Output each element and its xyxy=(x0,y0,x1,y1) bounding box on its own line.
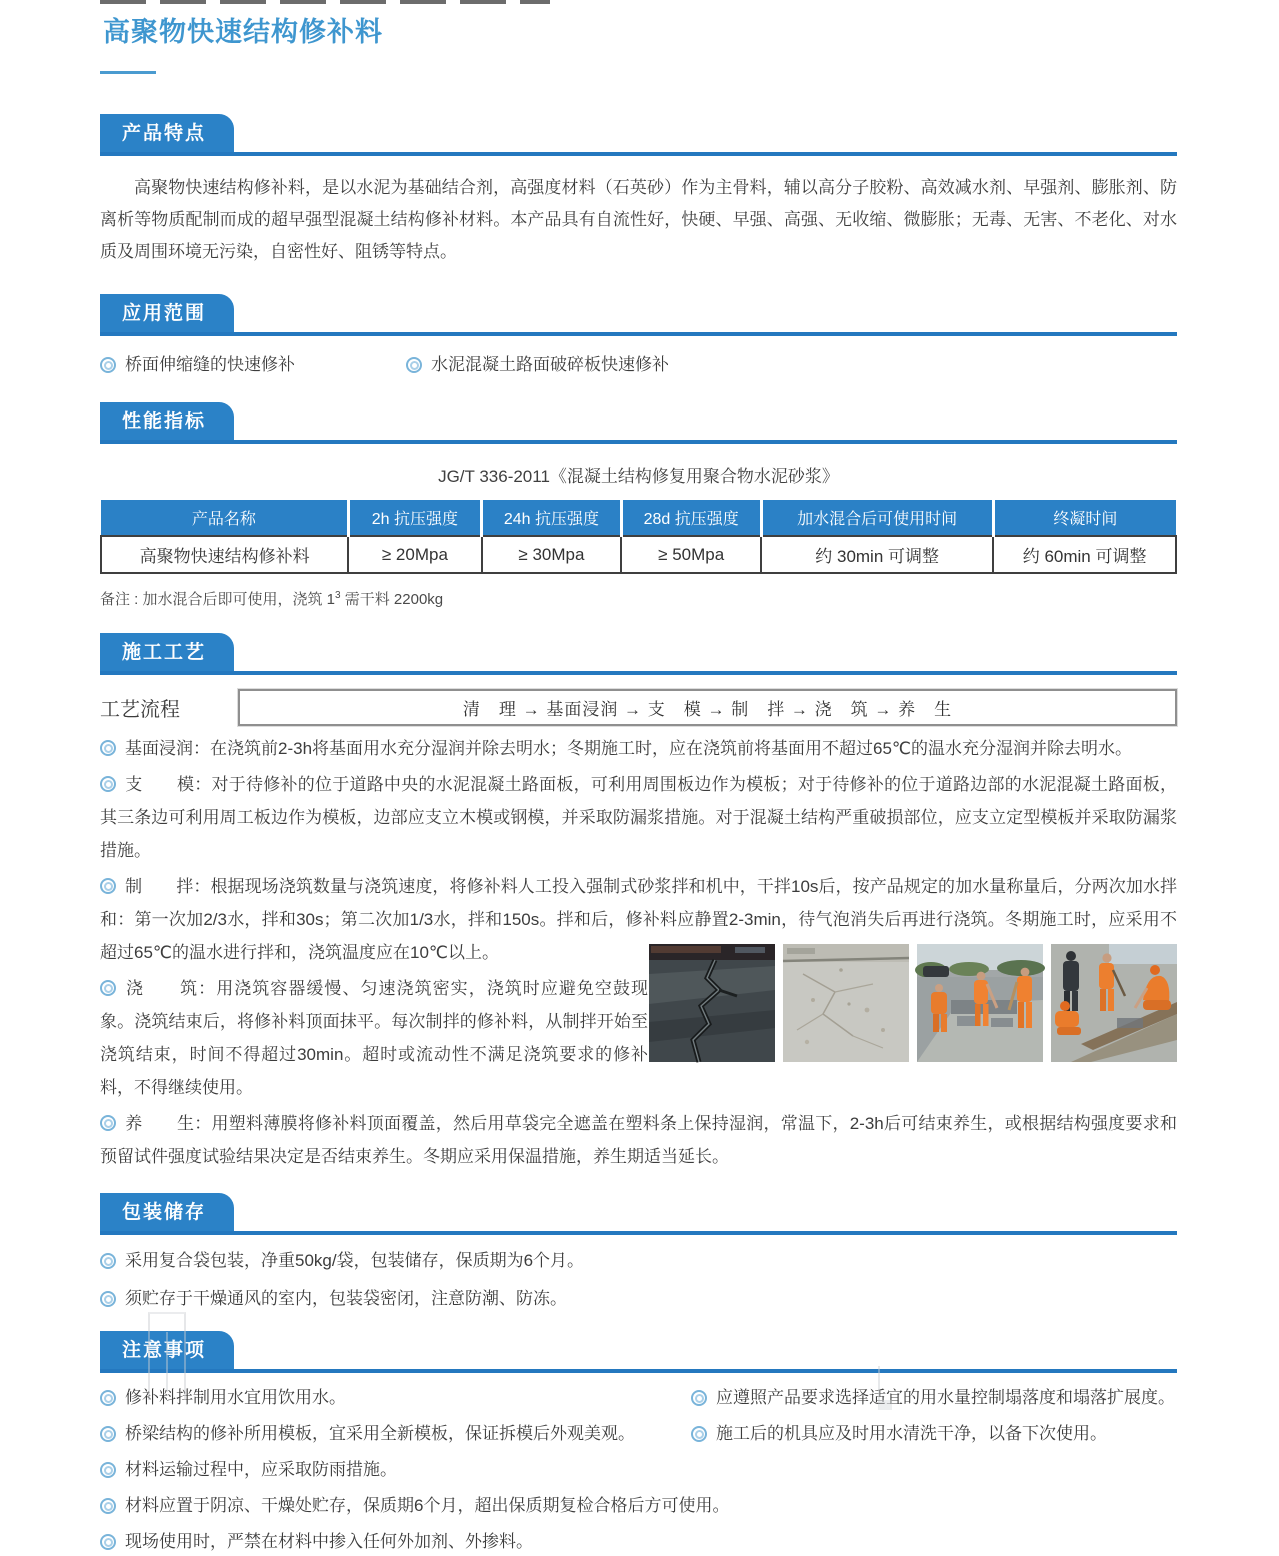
process-step-text: 养 生：用塑料薄膜将修补料顶面覆盖，然后用草袋完全遮盖在塑料条上保持湿润，常温下，2-3h后可结束养生，或根据结构强度要求和预留试件强度试验结果决定是否结束养生。冬期应采用保温措施，养生期适当延长。 xyxy=(100,1114,1177,1166)
application-item-label: 桥面伸缩缝的快速修补 xyxy=(125,355,295,374)
notice-row xyxy=(100,1492,1177,1520)
table-note-sup: 3 xyxy=(335,590,341,601)
ring-bullet-icon xyxy=(100,776,116,792)
title-underline xyxy=(100,71,156,74)
ring-bullet-icon xyxy=(100,1390,116,1406)
ring-bullet-icon xyxy=(100,1115,116,1131)
photo-workers-patching-pavement xyxy=(1051,944,1177,1062)
ring-bullet-icon xyxy=(100,357,116,373)
table-header-cell: 24h 抗压强度 xyxy=(482,500,622,536)
notice-row xyxy=(100,1456,1177,1484)
table-header-cell: 2h 抗压强度 xyxy=(348,500,481,536)
section-tab-notices: 注意事项 xyxy=(100,1331,234,1369)
process-flow-box: 清 理 → 基面浸润 → 支 模 → 制 拌 → 浇 筑 → 养 生 xyxy=(238,689,1177,726)
section-tab-process: 施工工艺 xyxy=(100,633,234,671)
process-step-text: 制 拌：根据现场浇筑数量与浇筑速度，将修补料人工投入强制式砂浆拌和机中，干拌10s后，按产品规定的加水量称量后，分两次加水拌和：第一次加2/3水，拌和30s；第二次加1/3水，拌和150s。拌和后，修补料应静置2-3min，待气泡消失后再进行浇筑。冬期施工时，应采用不超过65℃的温水进行拌和，浇筑温度应在10℃以上。 xyxy=(100,877,1177,962)
section-tab-packaging: 包装储存 xyxy=(100,1193,234,1231)
notice-item xyxy=(100,1456,691,1484)
table-cell: 约 30min 可调整 xyxy=(761,536,993,573)
process-step4-wrap xyxy=(100,972,1177,1104)
process-step-text: 支 模：对于待修补的位于道路中央的水泥混凝土路面板，可利用周围板边作为模板；对于待修补的位于道路边部的水泥混凝土路面板，其三条边可利用周工板边作为模板，边部应支立木模或钢模，并采取防漏浆措施。对于混凝土结构严重破损部位，应支立定型模板并采取防漏浆措施。 xyxy=(100,775,1177,860)
ring-bullet-icon xyxy=(100,878,116,894)
notice-row xyxy=(100,1384,1177,1412)
ring-bullet-icon xyxy=(100,1253,116,1269)
features-paragraph: 高聚物快速结构修补料，是以水泥为基础结合剂，高强度材料（石英砂）作为主骨料，辅以高分子胶粉、高效减水剂、早强剂、膨胀剂、防离析等物质配制而成的超早强型混凝土结构修补材料。本产品具有自流性好，快硬、早强、高强、无收缩、微膨胀；无毒、无害、不老化、对水质及周围环境无污染，自密性好、阻锈等特点。 xyxy=(100,178,1177,261)
application-item-label: 水泥混凝土路面破碎板快速修补 xyxy=(431,355,669,374)
notice-row xyxy=(100,1420,1177,1448)
table-cell: ≥ 30Mpa xyxy=(482,536,622,573)
ring-bullet-icon xyxy=(406,357,422,373)
notice-item xyxy=(691,1420,1177,1448)
notice-item-text: 施工后的机具应及时用水清洗干净，以备下次使用。 xyxy=(716,1424,1107,1443)
process-flow-row xyxy=(100,689,1177,726)
section-header-process xyxy=(100,633,1177,675)
table-note xyxy=(100,588,1177,609)
table-header-row xyxy=(101,500,1176,536)
standard-reference: JG/T 336-2011《混凝土结构修复用聚合物水泥砂浆》 xyxy=(438,467,839,486)
notice-item-text: 桥梁结构的修补所用模板，宜采用全新模板，保证拆模后外观美观。 xyxy=(125,1424,635,1443)
section-header-notices xyxy=(100,1331,1177,1373)
ring-bullet-icon xyxy=(100,1426,116,1442)
table-header-cell: 终凝时间 xyxy=(993,500,1176,536)
notice-item xyxy=(100,1420,691,1448)
photo-cracked-dark-pavement xyxy=(649,944,775,1062)
section-header-features xyxy=(100,114,1177,156)
packaging-item-text: 须贮存于干燥通风的室内，包装袋密闭，注意防潮、防冻。 xyxy=(125,1289,567,1308)
photo-cracked-concrete-slab xyxy=(783,944,909,1062)
ring-bullet-icon xyxy=(100,980,116,996)
table-header-cell: 加水混合后可使用时间 xyxy=(761,500,993,536)
notice-item xyxy=(100,1528,691,1556)
process-step-text: 浇 筑：用浇筑容器缓慢、匀速浇筑密实，浇筑时应避免空鼓现象。浇筑结束后，将修补料顶面抹平。每次制拌的修补料，从制拌开始至浇筑结束，时间不得超过30min。超时或流动性不满足浇筑要求的修补料，不得继续使用。 xyxy=(100,979,648,1097)
section-header-performance xyxy=(100,402,1177,444)
notice-item-text: 修补料拌制用水宜用饮用水。 xyxy=(125,1388,346,1407)
ring-bullet-icon xyxy=(100,1534,116,1550)
table-header-cell: 产品名称 xyxy=(101,500,348,536)
application-item xyxy=(100,350,406,380)
notice-item-text: 材料应置于阴凉、干燥处贮存，保质期6个月，超出保质期复检合格后方可使用。 xyxy=(125,1496,730,1515)
table-cell: 约 60min 可调整 xyxy=(993,536,1176,573)
process-step xyxy=(100,732,1177,765)
application-item xyxy=(406,350,669,380)
section-tab-performance: 性能指标 xyxy=(100,402,234,440)
process-step xyxy=(100,1107,1177,1173)
section-header-application xyxy=(100,294,1177,336)
section-tab-application: 应用范围 xyxy=(100,294,234,332)
table-note-text: 需干料 2200kg xyxy=(340,591,444,608)
notice-item xyxy=(691,1384,1177,1412)
ring-bullet-icon xyxy=(100,1291,116,1307)
notice-item xyxy=(100,1384,691,1412)
table-row xyxy=(101,536,1176,573)
table-cell: ≥ 50Mpa xyxy=(621,536,761,573)
packaging-item xyxy=(100,1247,1177,1275)
section-tab-features: 产品特点 xyxy=(100,114,234,152)
notice-item-text: 应遵照产品要求选择适宜的用水量控制塌落度和塌落扩展度。 xyxy=(716,1388,1175,1407)
table-header-cell: 28d 抗压强度 xyxy=(621,500,761,536)
ring-bullet-icon xyxy=(691,1390,707,1406)
section-header-packaging xyxy=(100,1193,1177,1235)
table-cell: ≥ 20Mpa xyxy=(348,536,481,573)
ring-bullet-icon xyxy=(100,1498,116,1514)
packaging-item-text: 采用复合袋包装，净重50kg/袋，包装储存，保质期为6个月。 xyxy=(125,1251,585,1270)
photo-road-repair-crew xyxy=(917,944,1043,1062)
page-title: 高聚物快速结构修补料 xyxy=(103,17,383,47)
packaging-item xyxy=(100,1285,1177,1313)
process-steps xyxy=(100,732,1177,1173)
notice-row xyxy=(100,1528,1177,1556)
ring-bullet-icon xyxy=(100,1462,116,1478)
process-step-text: 基面浸润：在浇筑前2-3h将基面用水充分湿润并除去明水；冬期施工时，应在浇筑前将基面用不超过65℃的温水充分湿润并除去明水。 xyxy=(125,739,1133,758)
notice-item xyxy=(100,1492,1177,1520)
notice-item-text: 材料运输过程中，应采取防雨措施。 xyxy=(125,1460,397,1479)
table-note-text: 备注 : 加水混合后即可使用，浇筑 1 xyxy=(100,591,336,608)
application-list xyxy=(100,350,1177,380)
notice-item-text: 现场使用时，严禁在材料中掺入任何外加剂、外掺料。 xyxy=(125,1532,533,1551)
process-step xyxy=(100,768,1177,867)
process-flow-label: 工艺流程 xyxy=(100,699,180,721)
ring-bullet-icon xyxy=(691,1426,707,1442)
process-step xyxy=(100,972,648,1104)
ring-bullet-icon xyxy=(100,740,116,756)
construction-photos xyxy=(649,944,1177,1062)
performance-table xyxy=(100,500,1177,574)
table-cell: 高聚物快速结构修补料 xyxy=(101,536,348,573)
